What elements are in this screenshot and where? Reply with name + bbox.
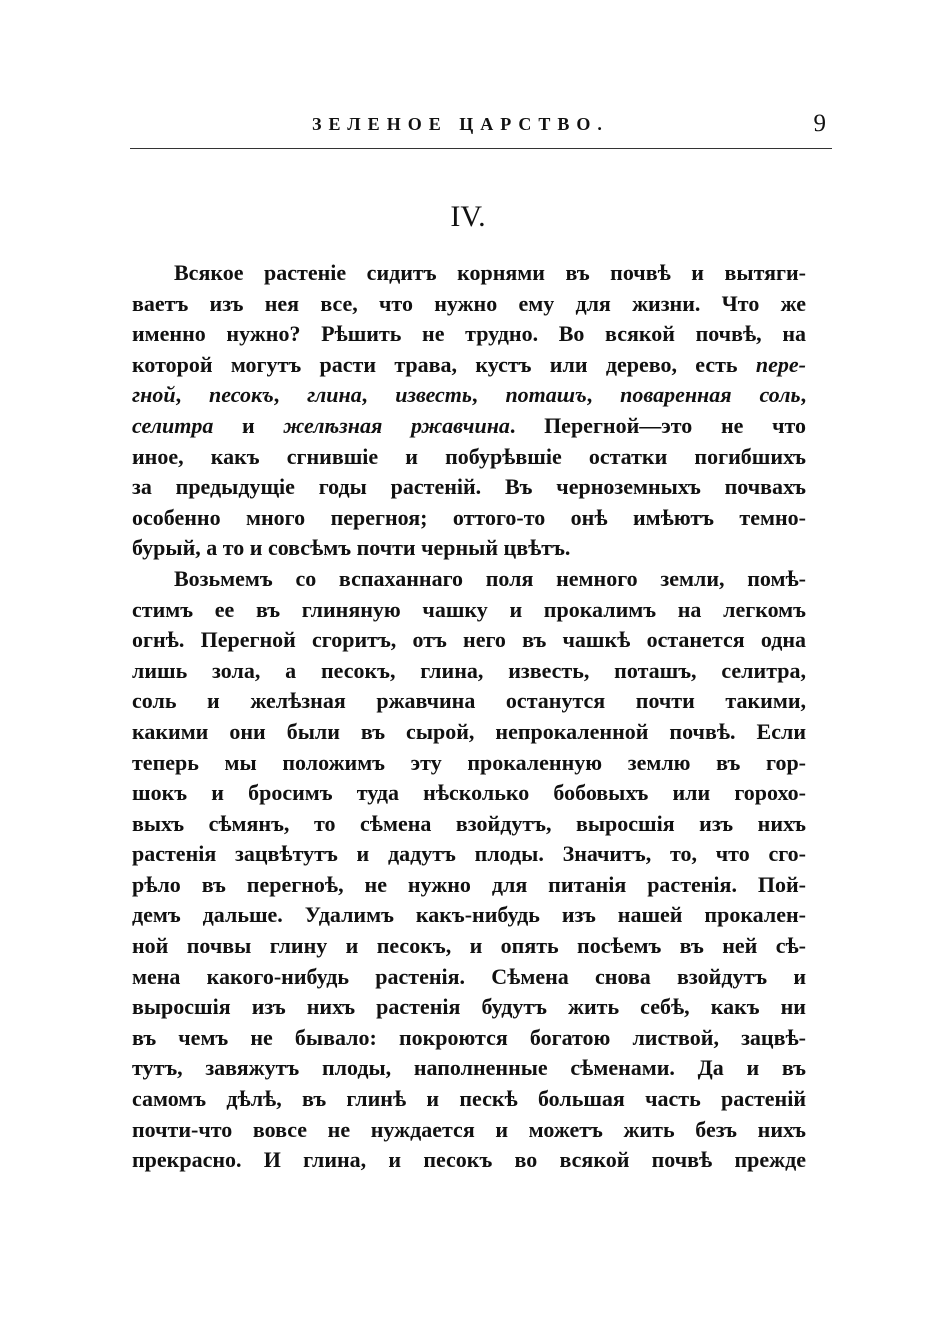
text-run: теперь мы положимъ эту прокаленную землю въ гор-: [132, 749, 806, 775]
text-line: [132, 839, 806, 870]
text-line: [132, 595, 806, 626]
body-text: [132, 258, 806, 1176]
text-line: [132, 472, 806, 503]
text-run: ной почвы глину и песокъ, и опять посѣемъ въ ней сѣ-: [132, 933, 806, 959]
italic-term: поваренная соль: [620, 382, 801, 408]
text-line: [132, 931, 806, 962]
text-line: [132, 503, 806, 534]
text-run: тутъ, завяжутъ плоды, наполненные сѣменами. Да и въ: [132, 1055, 806, 1081]
text-line: [132, 380, 806, 411]
text-run: демъ дальше. Удалимъ какъ-нибудь изъ нашей прокален-: [132, 902, 806, 928]
text-line: [132, 350, 806, 381]
text-run: лишь зола, а песокъ, глина, известь, поташъ, селитра,: [132, 657, 806, 683]
text-line: [132, 564, 806, 595]
italic-term: поташъ: [505, 382, 587, 408]
text-line: [132, 717, 806, 748]
text-run: ,: [175, 382, 210, 408]
text-line: [132, 962, 806, 993]
italic-term: гной: [132, 382, 176, 408]
text-run: за предыдущіе годы растеній. Въ черноземныхъ почвахъ: [132, 474, 806, 500]
text-line: [132, 748, 806, 779]
text-run: ,: [800, 382, 806, 408]
text-run: почти-что вовсе не нуждается и можетъ жить безъ нихъ: [132, 1116, 806, 1142]
text-run: и: [213, 412, 284, 438]
header-rule: [130, 148, 832, 149]
text-line: [132, 1145, 806, 1176]
text-run: выхъ сѣмянъ, то сѣмена взойдутъ, выросшія изъ нихъ: [132, 810, 806, 836]
text-line: [132, 900, 806, 931]
text-run: ,: [471, 382, 506, 408]
text-run: Всякое растеніе сидитъ корнями въ почвѣ и вытяги-: [174, 260, 806, 285]
italic-term: желѣзная ржавчина: [283, 412, 510, 438]
text-line: [132, 686, 806, 717]
text-line: [132, 411, 806, 442]
text-line: [132, 1115, 806, 1146]
text-line: [132, 319, 806, 350]
text-run: . Перегной—это не что: [509, 412, 806, 438]
text-run: ,: [361, 382, 396, 408]
text-line: [132, 258, 806, 289]
text-line: [132, 656, 806, 687]
text-run: выросшія изъ нихъ растенія будутъ жить себѣ, какъ ни: [132, 994, 806, 1020]
text-run: бурый, а то и совсѣмъ почти черный цвѣтъ.: [132, 535, 571, 561]
italic-term: песокъ: [209, 382, 274, 408]
text-run: стимъ ее въ глиняную чашку и прокалимъ на легкомъ: [132, 596, 806, 622]
text-line: [132, 1084, 806, 1115]
text-run: огнѣ. Перегной сгоритъ, отъ него въ чашкѣ останется одна: [132, 627, 806, 653]
text-run: иное, какъ сгнившіе и побурѣвшіе остатки погибшихъ: [132, 443, 806, 469]
text-run: рѣло въ перегноѣ, не нужно для питанія растенія. Пой-: [132, 871, 806, 897]
running-header: [130, 110, 830, 146]
text-run: соль и желѣзная ржавчина останутся почти такими,: [132, 688, 806, 714]
text-run: прекрасно. И глина, и песокъ во всякой почвѣ прежде: [132, 1147, 806, 1173]
text-run: Возьмемъ со вспаханнаго поля немного земли, помѣ-: [174, 565, 806, 591]
text-run: особенно много перегноя; оттого-то онѣ имѣютъ темно-: [132, 504, 806, 530]
italic-term: селитра: [132, 412, 214, 438]
text-run: самомъ дѣлѣ, въ глинѣ и пескѣ большая часть растеній: [132, 1086, 806, 1112]
text-run: шокъ и бросимъ туда нѣсколько бобовыхъ или горохо-: [132, 780, 806, 806]
text-line: [132, 992, 806, 1023]
text-line: [132, 870, 806, 901]
running-title: ЗЕЛЕНОЕ ЦАРСТВО.: [312, 114, 609, 134]
text-run: мена какого-нибудь растенія. Сѣмена снова взойдутъ и: [132, 963, 806, 989]
text-line: [132, 625, 806, 656]
text-run: именно нужно? Рѣшить не трудно. Во всякой почвѣ, на: [132, 321, 806, 347]
text-line: [132, 1053, 806, 1084]
text-run: ваетъ изъ нея все, что нужно ему для жизни. Что же: [132, 290, 806, 316]
chapter-heading: IV.: [450, 200, 486, 233]
text-run: въ чемъ не бывало: покроются богатою листвой, зацвѣ-: [132, 1024, 806, 1050]
text-line: [132, 533, 806, 564]
text-line: [132, 778, 806, 809]
page-number: 9: [813, 110, 826, 137]
text-run: растенія зацвѣтутъ и дадутъ плоды. Значитъ, то, что сго-: [132, 841, 806, 867]
text-line: [132, 289, 806, 320]
italic-term: глина: [307, 382, 362, 408]
text-run: ,: [586, 382, 621, 408]
text-run: ,: [273, 382, 308, 408]
italic-term: пере-: [755, 351, 806, 377]
text-line: [132, 809, 806, 840]
italic-term: известь: [395, 382, 472, 408]
text-line: [132, 1023, 806, 1054]
text-line: [132, 442, 806, 473]
text-run: которой могутъ расти трава, кустъ или дерево, есть: [132, 351, 756, 377]
text-run: какими они были въ сырой, непрокаленной почвѣ. Если: [132, 718, 806, 744]
